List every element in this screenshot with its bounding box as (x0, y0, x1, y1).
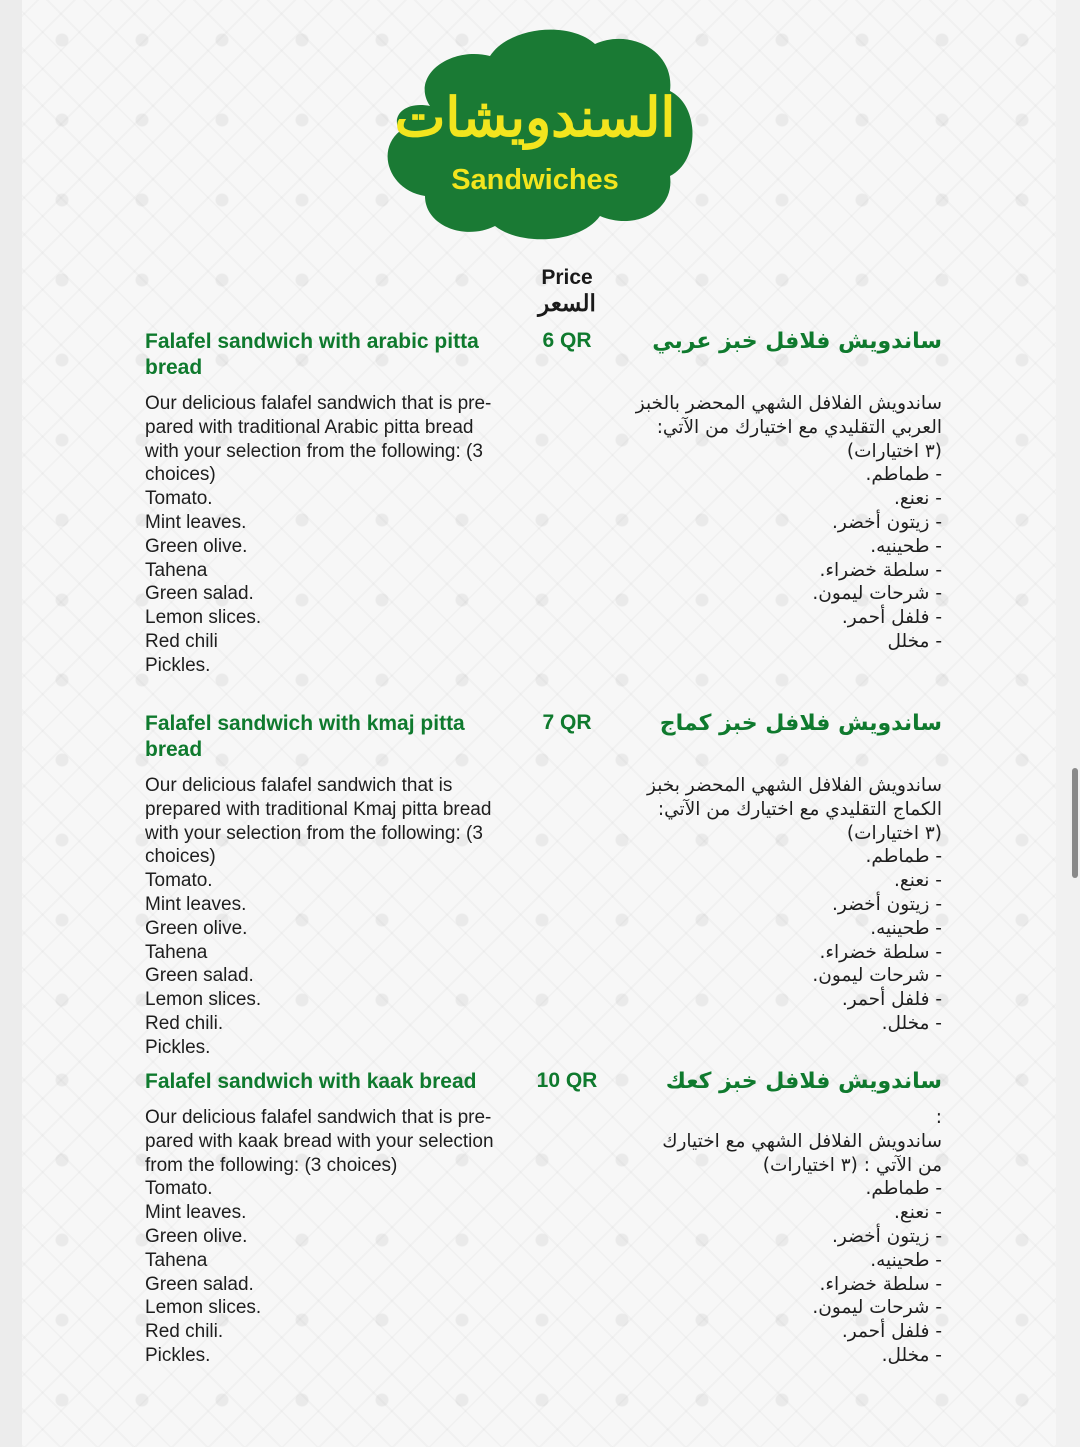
description-line: Red chili. (145, 1012, 224, 1034)
item-title-arabic: ساندويش فلافل خبز عربي (652, 329, 942, 354)
description-line: Tahena (145, 559, 208, 581)
description-line: ساندويش الفلافل الشهي مع اختيارك (662, 1130, 942, 1152)
description-line: Mint leaves. (145, 1202, 247, 1224)
scrollbar-thumb[interactable] (1072, 768, 1078, 878)
item-price: 6 QR (542, 329, 592, 352)
description-line: Pickles. (145, 654, 211, 676)
section-title-arabic: السندويشات (394, 85, 676, 149)
description-line: - نعنع. (894, 1202, 942, 1224)
description-line: - فلفل أحمر. (841, 989, 942, 1011)
description-line: - زيتون أخضر. (832, 511, 942, 533)
description-line: prepared with traditional Kmaj pitta bread (145, 798, 492, 820)
description-line: with your selection from the following: (3 (145, 822, 483, 844)
description-line: Tahena (145, 941, 208, 963)
description-line: Tomato. (145, 870, 213, 892)
description-line: Lemon slices. (145, 989, 262, 1011)
item-description-arabic (542, 774, 942, 1036)
item-description-english (145, 774, 525, 1060)
description-line: - سلطة خضراء. (819, 1273, 942, 1295)
description-line: - زيتون أخضر. (832, 893, 942, 915)
price-column-header-arabic: السعر (538, 290, 596, 316)
description-line: Red chili (145, 630, 218, 652)
description-line: Tomato. (145, 488, 213, 510)
description-line: Green olive. (145, 1225, 248, 1247)
description-line: - نعنع. (894, 870, 942, 892)
description-line: - زيتون أخضر. (832, 1225, 942, 1247)
description-line: with your selection from the following: (3 (145, 440, 483, 462)
description-line: Mint leaves. (145, 511, 247, 533)
description-line: - سلطة خضراء. (819, 559, 942, 581)
item-title-english: Falafel sandwich with kmaj pitta bread (145, 712, 465, 761)
description-line: Tomato. (145, 1178, 213, 1200)
description-line: choices) (145, 846, 216, 868)
scrollbar-track[interactable] (1056, 0, 1080, 1447)
title-block (370, 16, 700, 246)
description-line: Green salad. (145, 965, 254, 987)
description-line: Green olive. (145, 535, 248, 557)
item-title-arabic: ساندويش فلافل خبز كماج (659, 711, 942, 736)
description-line: - طحينيه. (870, 917, 942, 939)
description-line: Mint leaves. (145, 893, 247, 915)
description-line: (٣ اختيارات) (846, 822, 942, 844)
item-description-arabic (542, 392, 942, 654)
description-line: - طماطم. (865, 1178, 942, 1200)
description-line: الكماج التقليدي مع اختيارك من الآتي: (657, 798, 942, 820)
description-line: Lemon slices. (145, 1297, 262, 1319)
description-line: Red chili. (145, 1321, 224, 1343)
description-line: Green olive. (145, 917, 248, 939)
description-line: العربي التقليدي مع اختيارك من الآتي: (656, 416, 942, 438)
description-line: Our delicious falafel sandwich that is pre- (145, 1107, 492, 1128)
item-price: 7 QR (542, 711, 592, 734)
description-line: - فلفل أحمر. (841, 607, 942, 629)
section-title-english: Sandwiches (451, 164, 619, 196)
description-line: (٣ اختيارات) (846, 440, 942, 462)
description-line: Pickles. (145, 1344, 211, 1366)
description-line: - سلطة خضراء. (819, 941, 942, 963)
description-line: pared with kaak bread with your selection (145, 1130, 494, 1152)
description-line: Tahena (145, 1249, 208, 1271)
description-line: ساندويش الفلافل الشهي المحضر بالخبز (635, 393, 942, 414)
description-line: pared with traditional Arabic pitta bread (145, 416, 474, 438)
description-line: Our delicious falafel sandwich that is pre- (145, 393, 492, 414)
item-description-english (145, 1106, 525, 1368)
description-line: - مخلل. (881, 1344, 942, 1366)
item-description-english (145, 392, 525, 678)
item-title-arabic: ساندويش فلافل خبز كعك (665, 1069, 942, 1094)
description-line: - مخلل (887, 630, 942, 652)
item-title-english: Falafel sandwich with arabic pitta bread (145, 330, 479, 379)
description-line: - طماطم. (865, 464, 942, 486)
description-line: Green salad. (145, 583, 254, 605)
description-line: Our delicious falafel sandwich that is (145, 775, 453, 796)
description-line: من الآتي : (٣ اختيارات) (762, 1154, 942, 1176)
price-column-header-english: Price (541, 266, 593, 289)
description-line: - مخلل. (881, 1012, 942, 1034)
description-line: - طحينيه. (870, 535, 942, 557)
description-line: - طماطم. (865, 846, 942, 868)
item-title-english: Falafel sandwich with kaak bread (145, 1070, 477, 1093)
description-line: - نعنع. (894, 488, 942, 510)
description-line: ساندويش الفلافل الشهي المحضر بخبز (647, 775, 942, 796)
description-line: - فلفل أحمر. (841, 1321, 942, 1343)
description-line: : (935, 1107, 942, 1128)
description-line: - شرحات ليمون. (812, 583, 942, 605)
description-line: - شرحات ليمون. (812, 965, 942, 987)
description-line: - طحينيه. (870, 1249, 942, 1271)
description-line: from the following: (3 choices) (145, 1154, 398, 1176)
item-description-arabic (542, 1106, 942, 1368)
description-line: - شرحات ليمون. (812, 1297, 942, 1319)
description-line: Lemon slices. (145, 607, 262, 629)
menu-page (22, 0, 1056, 1447)
description-line: choices) (145, 464, 216, 486)
item-price: 10 QR (536, 1069, 598, 1092)
description-line: Pickles. (145, 1036, 211, 1058)
description-line: Green salad. (145, 1273, 254, 1295)
